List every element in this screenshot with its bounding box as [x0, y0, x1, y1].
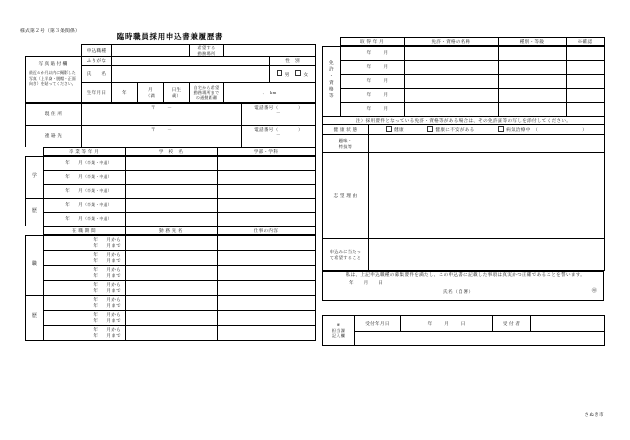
license-date-input[interactable]: 年 月: [341, 102, 405, 116]
education-row: [26, 198, 316, 212]
receipt-blank-row: [323, 332, 605, 346]
license-grade-input[interactable]: [499, 102, 567, 116]
education-header-row: [25, 148, 315, 156]
work-row: [26, 325, 316, 340]
education-row: [26, 184, 316, 198]
applicant-identity-table: [25, 44, 316, 103]
education-school-input[interactable]: [126, 198, 218, 212]
tel-close: ）: [298, 104, 303, 110]
health-option-good[interactable]: [386, 127, 404, 132]
gender-label: 性 別: [270, 57, 316, 66]
receipt-receiver-input[interactable]: [531, 316, 605, 332]
furigana-label: ふりがな: [82, 57, 112, 66]
contact-address-input[interactable]: [82, 125, 242, 147]
motivation-label: 志 望 理 由: [323, 153, 369, 239]
current-address-tel-input[interactable]: [242, 103, 316, 125]
hobby-label: 趣味・ 特技等: [323, 135, 369, 153]
name-input[interactable]: [112, 66, 270, 83]
education-date-input[interactable]: 年 月（卒業・中退）: [44, 212, 126, 226]
health-option-good-label: 健康: [394, 127, 404, 133]
license-name-input[interactable]: [405, 88, 499, 102]
birth-age-suffix: 歳）: [172, 92, 181, 98]
work-period-input[interactable]: 年 月から 年 月まで: [44, 295, 126, 310]
birth-month-input[interactable]: [138, 83, 164, 103]
birth-day-input[interactable]: [164, 83, 190, 103]
license-verify-input[interactable]: [567, 60, 605, 74]
gender-male-checkbox[interactable]: [277, 72, 290, 77]
commute-distance-input[interactable]: [224, 83, 316, 103]
license-header-verify: ※確認: [566, 38, 604, 46]
license-name-input[interactable]: [405, 46, 499, 60]
receipt-date-year: 年: [427, 320, 445, 326]
receipt-header-row: [323, 316, 605, 332]
health-and-motivation-table: [322, 116, 605, 271]
work-employer-input[interactable]: [126, 265, 218, 280]
work-header-duties: 仕事の内容: [217, 227, 315, 235]
tel-label: 電話番号（: [254, 104, 279, 110]
license-row: [323, 74, 605, 88]
checkbox-icon[interactable]: [277, 70, 283, 76]
license-verify-input[interactable]: [567, 102, 605, 116]
page-title: 臨時職員採用申込書兼履歴書: [116, 32, 224, 41]
request-row: [323, 239, 605, 271]
oath-date-fields[interactable]: [349, 280, 393, 286]
health-option-treatment-close: ）: [582, 127, 587, 133]
work-period-input[interactable]: 年 月から 年 月まで: [44, 235, 126, 250]
birth-day-unit: 日生: [171, 87, 182, 92]
gender-female-checkbox[interactable]: [295, 72, 308, 77]
education-row: [26, 156, 316, 170]
license-note-row: [323, 117, 605, 125]
license-header-name: 免許・資格の名称: [404, 38, 498, 46]
education-date-input[interactable]: 年 月（卒業・中退）: [44, 170, 126, 184]
checkbox-icon[interactable]: [427, 126, 433, 132]
postal-dash: －: [167, 126, 173, 132]
license-row: [323, 46, 605, 60]
oath-table: [322, 271, 604, 302]
work-rows-container: [25, 235, 315, 341]
license-name-input[interactable]: [405, 60, 499, 74]
seal-icon: ㊞: [591, 289, 597, 295]
work-duties-input[interactable]: [218, 280, 316, 295]
postal-dash: －: [167, 104, 173, 110]
work-section-label-1: 職: [26, 235, 44, 295]
receipt-table: [322, 315, 605, 346]
preferred-place-input[interactable]: [224, 45, 316, 57]
license-corner-cell: [322, 38, 340, 46]
health-label: 健 康 状 態: [323, 125, 369, 135]
work-duties-input[interactable]: [218, 250, 316, 265]
postal-mark-icon: 〒: [150, 104, 156, 110]
health-option-concern-label: 健康に不安がある: [435, 127, 475, 133]
tel-dash: －: [276, 110, 281, 116]
work-rows-table: [25, 235, 316, 341]
license-name-input[interactable]: [405, 74, 499, 88]
license-date-input[interactable]: 年 月: [341, 60, 405, 74]
current-address-label: 現 住 所: [26, 103, 82, 125]
job-type-label: 申込職種: [82, 45, 112, 57]
commute-unit: ． km: [262, 89, 277, 95]
tel-close: ）: [298, 126, 303, 132]
work-header-period: 在 職 期 間: [43, 227, 125, 235]
work-employer-input[interactable]: [126, 280, 218, 295]
license-section-label: 免許・資格等: [323, 46, 341, 116]
license-grade-input[interactable]: [499, 88, 567, 102]
license-row: [323, 60, 605, 74]
receipt-office-label: ※ 担当課 記入欄: [323, 316, 355, 346]
work-employer-input[interactable]: [126, 235, 218, 250]
contact-row: [26, 125, 316, 147]
education-dept-input[interactable]: [218, 212, 316, 226]
license-grade-input[interactable]: [499, 74, 567, 88]
work-period-input[interactable]: 年 月から 年 月まで: [44, 265, 126, 280]
form-number: 様式第２号（第３条関係）: [20, 29, 80, 34]
work-section-label-2: 歴: [26, 295, 44, 340]
work-row: [26, 235, 316, 250]
work-row: [26, 310, 316, 325]
current-address-input[interactable]: [82, 103, 242, 125]
license-header-row: [322, 38, 604, 46]
work-employer-input[interactable]: [126, 325, 218, 340]
education-row: [26, 170, 316, 184]
furigana-row: [26, 57, 316, 66]
receipt-date-label: 受付年月日: [355, 316, 401, 332]
photo-attach-area[interactable]: [26, 57, 82, 103]
checkbox-icon[interactable]: [498, 126, 504, 132]
work-row: [26, 265, 316, 280]
oath-signature-label[interactable]: 氏名（自署）: [443, 289, 474, 295]
education-date-input[interactable]: 年 月（卒業・中退）: [44, 156, 126, 170]
health-option-treatment-label: 病気治療中 （: [506, 127, 539, 133]
preferred-place-label: 希望する 勤務場所: [190, 45, 224, 57]
license-date-input[interactable]: 年 月: [341, 46, 405, 60]
contact-tel-input[interactable]: [242, 125, 316, 147]
work-duties-input[interactable]: [218, 325, 316, 340]
education-school-input[interactable]: [126, 184, 218, 198]
postal-mark-icon: 〒: [150, 126, 156, 132]
work-corner-cell: [25, 227, 43, 235]
receipt-receiver-label: 受 付 者: [493, 316, 531, 332]
license-rows-table: [322, 46, 605, 117]
address-table: [25, 103, 316, 148]
job-type-row: [26, 45, 316, 57]
license-verify-input[interactable]: [567, 74, 605, 88]
work-row: [26, 295, 316, 310]
license-name-input[interactable]: [405, 102, 499, 116]
birth-year-input[interactable]: [112, 83, 138, 103]
photo-note: 最近６か月以内に撮影した写真（上半身・脱帽・正面向き）を貼ってください。: [29, 70, 76, 87]
license-verify-input[interactable]: [567, 46, 605, 60]
job-type-input[interactable]: [112, 45, 190, 57]
health-row: [323, 125, 605, 135]
education-date-input[interactable]: 年 月（卒業・中退）: [44, 184, 126, 198]
hobby-input[interactable]: [369, 135, 605, 153]
gender-female-label: 女: [303, 71, 309, 77]
education-rows-container: [25, 156, 315, 227]
signature-row: [323, 280, 603, 300]
license-date-input[interactable]: 年 月: [341, 88, 405, 102]
oath-date-month: 月: [363, 280, 379, 286]
gender-male-label: 男: [284, 71, 290, 77]
work-row: [26, 280, 316, 295]
education-dept-input[interactable]: [218, 184, 316, 198]
motivation-input[interactable]: [369, 153, 605, 239]
receipt-date-input[interactable]: [401, 316, 493, 332]
license-rows-container: [322, 46, 604, 117]
photo-heading: 写真貼付欄: [38, 62, 69, 67]
education-section-label-1: 学: [26, 156, 44, 198]
work-row: [26, 250, 316, 265]
work-period-input[interactable]: 年 月から 年 月まで: [44, 325, 126, 340]
education-date-input[interactable]: 年 月（卒業・中退）: [44, 198, 126, 212]
work-employer-input[interactable]: [126, 250, 218, 265]
work-header-employer: 勤 務 先 名: [125, 227, 217, 235]
tel-dash: －: [276, 132, 281, 138]
city-mark: さぬき市: [584, 412, 604, 417]
request-input[interactable]: [369, 239, 605, 271]
contact-label: 連 絡 先: [26, 125, 82, 147]
work-header-row: [25, 227, 315, 235]
request-label: 申込みに当たっ て希望すること: [323, 239, 369, 271]
work-duties-input[interactable]: [218, 310, 316, 325]
work-period-input[interactable]: 年 月から 年 月まで: [44, 250, 126, 265]
education-header-school: 学 校 名: [125, 148, 217, 156]
education-school-input[interactable]: [126, 212, 218, 226]
receipt-date-month: 月: [444, 320, 461, 326]
motivation-row: [323, 153, 605, 239]
license-date-input[interactable]: 年 月: [341, 74, 405, 88]
education-header-date: 卒 業 等 年 月: [43, 148, 125, 156]
education-row: [26, 212, 316, 226]
oath-text: 私は、上記申込職種の募集要件を満たし、この申込書に記載した事項は真実かつ正確であることを誓います。: [340, 271, 586, 277]
oath-row: [323, 271, 604, 301]
receipt-remarks-input[interactable]: [355, 332, 605, 346]
left-column: [25, 44, 315, 341]
current-address-row: [26, 103, 316, 125]
license-verify-input[interactable]: [567, 88, 605, 102]
work-period-input[interactable]: 年 月から 年 月まで: [44, 310, 126, 325]
license-header-grade: 種別・等級: [498, 38, 566, 46]
work-employer-input[interactable]: [126, 295, 218, 310]
birth-year-unit: 年: [122, 89, 127, 95]
right-column: [322, 37, 604, 346]
license-header-date: 取 得 年 月: [340, 38, 404, 46]
empty-corner-cell: [26, 45, 82, 57]
education-section-label-2: 歴: [26, 198, 44, 226]
receipt-date-day: 日: [460, 320, 478, 326]
license-grade-input[interactable]: [499, 60, 567, 74]
gender-choice-cell[interactable]: [270, 66, 316, 83]
hobby-row: [323, 135, 605, 153]
education-rows-table: [25, 156, 316, 227]
commute-distance-label: 自宅から希望 勤務場所まで の通勤距離: [190, 83, 224, 103]
oath-date-day: 日: [378, 280, 393, 286]
oath-date-year: 年: [349, 280, 364, 286]
education-header-dept: 学部・学科: [217, 148, 315, 156]
education-dept-input[interactable]: [218, 198, 316, 212]
work-employer-input[interactable]: [126, 310, 218, 325]
education-dept-input[interactable]: [218, 170, 316, 184]
checkbox-icon[interactable]: [386, 126, 392, 132]
work-duties-input[interactable]: [218, 235, 316, 250]
birth-month-unit: 月: [148, 87, 153, 92]
birth-label: 生年月日: [82, 83, 112, 103]
health-options-cell[interactable]: [369, 125, 605, 135]
work-duties-input[interactable]: [218, 265, 316, 280]
birth-age-prefix: （満: [146, 92, 155, 98]
education-school-input[interactable]: [126, 156, 218, 170]
health-option-treatment[interactable]: [498, 127, 587, 132]
name-label: 氏 名: [82, 66, 112, 83]
education-corner-cell: [25, 148, 43, 156]
education-school-input[interactable]: [126, 170, 218, 184]
checkbox-icon[interactable]: [295, 70, 301, 76]
tel-label: 電話番号（: [254, 126, 279, 132]
furigana-input[interactable]: [112, 57, 270, 66]
work-duties-input[interactable]: [218, 295, 316, 310]
oath-cell: [323, 271, 604, 301]
license-note: 注）採用要件となっている免許・資格等がある場合は、その免許証等の写しを添付してください。: [323, 117, 605, 125]
license-row: [323, 102, 605, 116]
license-grade-input[interactable]: [499, 46, 567, 60]
work-period-input[interactable]: 年 月から 年 月まで: [44, 280, 126, 295]
health-option-concern[interactable]: [427, 127, 474, 132]
education-dept-input[interactable]: [218, 156, 316, 170]
license-row: [323, 88, 605, 102]
